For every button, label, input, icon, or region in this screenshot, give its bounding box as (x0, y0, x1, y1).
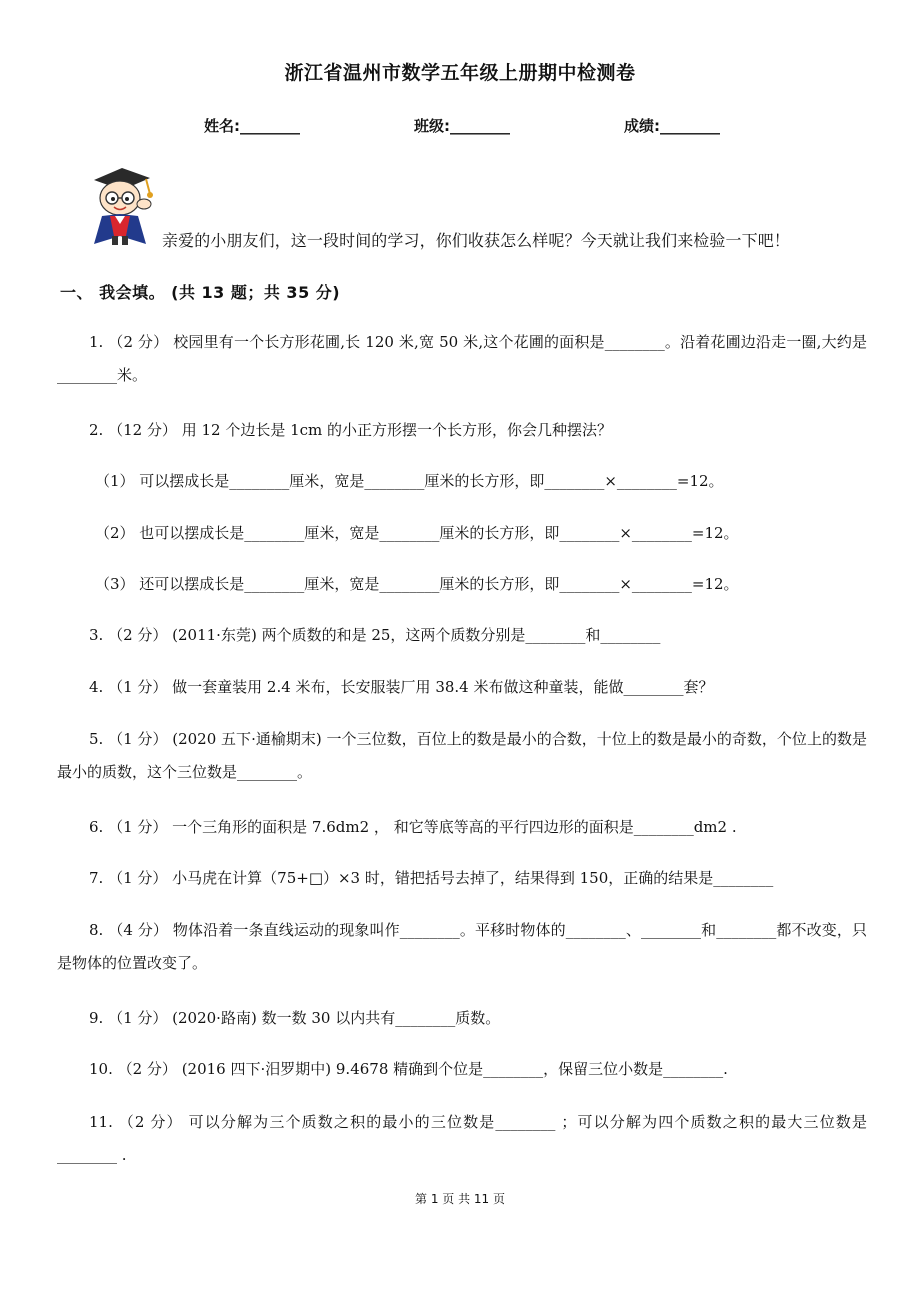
question-2-part-3: （3） 还可以摆成长是________厘米，宽是________厘米的长方形，即________×________=12。 (95, 575, 739, 593)
question-3: 3. （2 分） (2011·东莞) 两个质数的和是 25，这两个质数分别是________和________ (89, 626, 661, 644)
question-6: 6. （1 分） 一个三角形的面积是 7.6dm2 ， 和它等底等高的平行四边形的面积是________dm2 . (89, 818, 737, 836)
question-7: 7. （1 分） 小马虎在计算（75+□）×3 时，错把括号去掉了，结果得到 150，正确的结果是________ (89, 869, 774, 887)
question-1: 1. （2 分） 校园里有一个长方形花圃,长 120 米,宽 50 米,这个花圃的面积是________。沿着花圃边沿走一圈,大约是________米。 (57, 333, 867, 384)
question-2-part-2: （2） 也可以摆成长是________厘米，宽是________厘米的长方形，即________×________=12。 (95, 524, 739, 542)
question-10: 10. （2 分） (2016 四下·汨罗期中) 9.4678 精确到个位是________，保留三位小数是________. (89, 1060, 728, 1078)
question-9: 9. （1 分） (2020·路南) 数一数 30 以内共有________质数。 (89, 1009, 501, 1027)
question-4: 4. （1 分） 做一套童装用 2.4 米布，长安服装厂用 38.4 米布做这种童装，能做________套？ (89, 678, 714, 696)
class-field: 班级:________ (414, 117, 510, 135)
question-8: 8. （4 分） 物体沿着一条直线运动的现象叫作________。平移时物体的________、________和________都不改变，只是物体的位置改变了。 (57, 921, 867, 972)
question-5: 5. （1 分） (2020 五下·通榆期末) 一个三位数，百位上的数是最小的合数，十位上的数是最小的奇数，个位上的数是最小的质数，这个三位数是________。 (57, 730, 867, 781)
question-2: 2. （12 分） 用 12 个边长是 1cm 的小正方形摆一个长方形，你会几种摆法？ (89, 421, 613, 439)
student-name-field: 姓名:________ (204, 117, 300, 135)
cartoon-doctor-mascot-icon (88, 164, 166, 248)
page-footer: 第 1 页 共 11 页 (415, 1192, 505, 1206)
question-2-part-1: （1） 可以摆成长是________厘米，宽是________厘米的长方形，即________×________=12。 (95, 472, 724, 490)
greeting-text: 亲爱的小朋友们，这一段时间的学习，你们收获怎么样呢？今天就让我们来检验一下吧！ (162, 231, 790, 250)
question-11: 11. （2 分） 可以分解为三个质数之积的最小的三位数是________ ；可以分解为四个质数之积的最大三位数是________ . (57, 1113, 867, 1164)
page-title: 浙江省温州市数学五年级上册期中检测卷 (284, 62, 636, 84)
score-field: 成绩:________ (624, 117, 720, 135)
section-heading: 一、 我会填。 (共 13 题；共 35 分) (60, 283, 341, 302)
